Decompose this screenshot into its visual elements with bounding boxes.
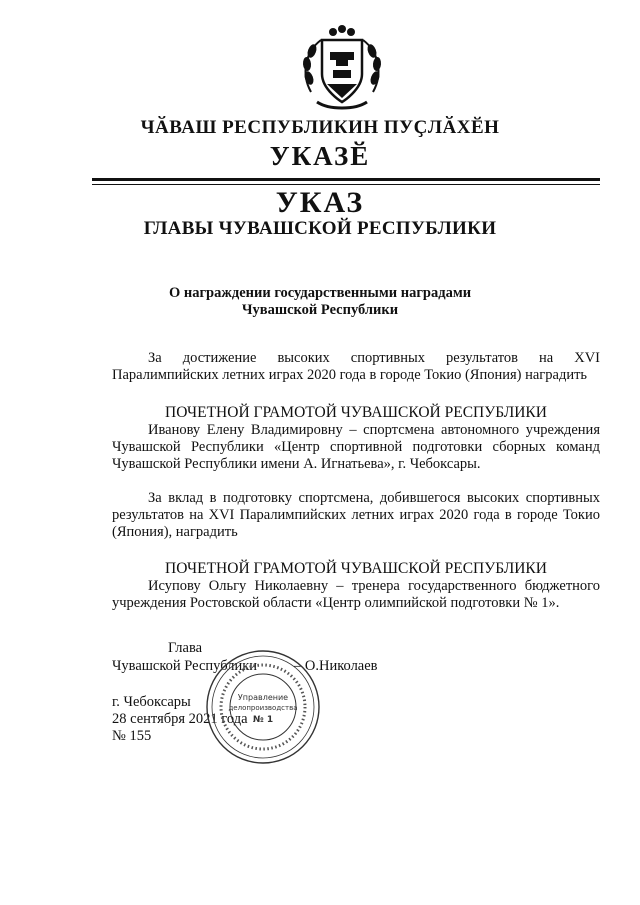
issuer-line: ГЛАВЫ ЧУВАШСКОЙ РЕСПУБЛИКИ bbox=[143, 218, 497, 239]
award-title-1: ПОЧЕТНОЙ ГРАМОТОЙ ЧУВАШСКОЙ РЕСПУБЛИКИ bbox=[165, 404, 547, 421]
chuvash-header: ЧӐВАШ РЕСПУБЛИКИН ПУҪЛӐХӖН bbox=[140, 117, 500, 138]
signature-name: – О.Николаев bbox=[294, 658, 378, 674]
paragraph-3: За вклад в подготовку спортсмена, добившегося высоких спортивных результатов на XVI Паралимпийских летних играх 2020 года в городе Токио (Япония), наградить bbox=[112, 490, 600, 540]
stamp-line-2: делопроизводства bbox=[228, 704, 298, 712]
decree-date: 28 сентября 2021 года bbox=[112, 711, 248, 727]
subject-line-2: Чувашской Республики bbox=[241, 302, 399, 318]
decree-title: УКАЗ bbox=[275, 186, 365, 219]
chuvash-decree-title: УКАЗӖ bbox=[269, 141, 371, 171]
award-title-2: ПОЧЕТНОЙ ГРАМОТОЙ ЧУВАШСКОЙ РЕСПУБЛИКИ bbox=[165, 560, 547, 577]
paragraph-2: Иванову Елену Владимировну – спортсмена автономного учреждения Чувашской Республики «Центр спортивной подготовки сборных команд Чувашской Республики имени А. Игнатьева», г. Чебоксары. bbox=[112, 422, 600, 472]
stamp-line-1: Управление bbox=[237, 693, 289, 702]
stamp-number: № 1 bbox=[252, 715, 274, 725]
decree-subject bbox=[0, 285, 640, 319]
header-rule-thick bbox=[92, 178, 600, 181]
header-rule-thin bbox=[92, 184, 600, 185]
office-stamp bbox=[204, 648, 322, 766]
signature-title-line-2: Чувашской Республики bbox=[112, 658, 258, 674]
paragraph-1: За достижение высоких спортивных результатов на XVI Паралимпийских летних играх 2020 года в городе Токио (Япония) наградить bbox=[112, 350, 600, 383]
coat-of-arms-emblem bbox=[297, 22, 387, 114]
signature-title-line-1: Глава bbox=[168, 640, 203, 656]
subject-line-1: О награждении государственными наградами bbox=[168, 285, 472, 301]
paragraph-4: Исупову Ольгу Николаевну – тренера государственного бюджетного учреждения Ростовской области «Центр олимпийской подготовки № 1». bbox=[112, 578, 600, 611]
decree-number: № 155 bbox=[112, 728, 152, 744]
decree-city: г. Чебоксары bbox=[112, 694, 191, 710]
